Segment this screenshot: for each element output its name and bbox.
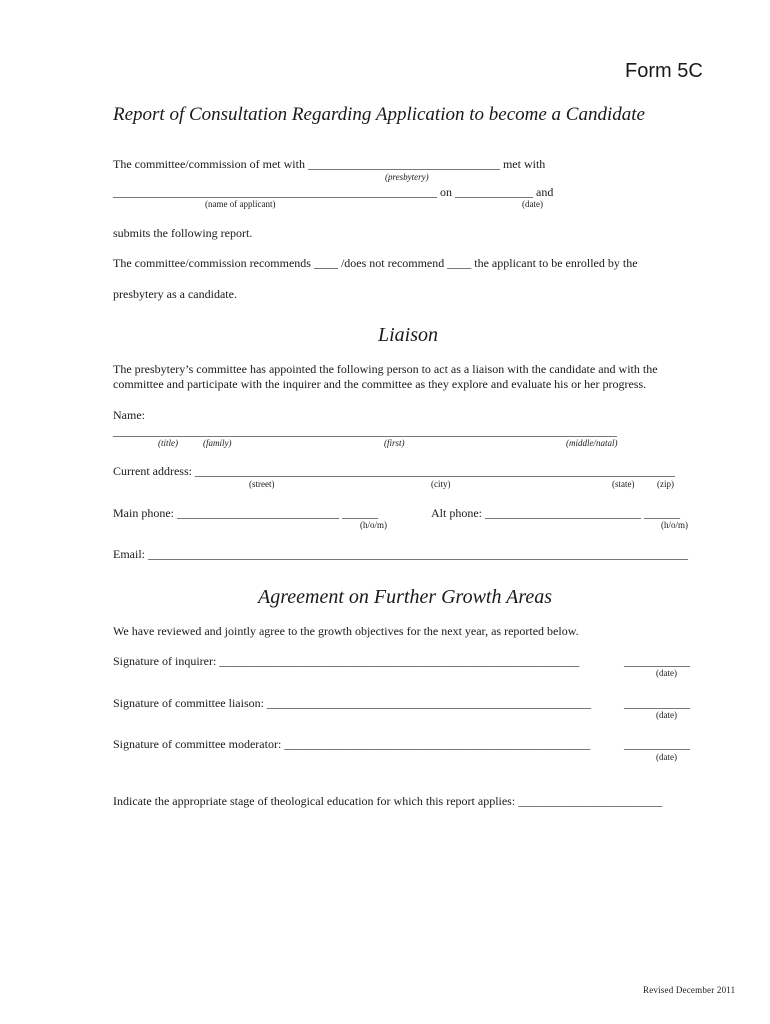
- zip-caption: (zip): [657, 479, 674, 489]
- consultation-line-1: The committee/commission of met with ________________________________ met with: [113, 157, 546, 171]
- signature-moderator-date-line: ___________: [624, 737, 690, 751]
- first-caption: (first): [384, 438, 405, 448]
- stage-line: Indicate the appropriate stage of theological education for which this report applies: ________________________: [113, 794, 663, 808]
- liaison-paragraph: The presbytery’s committee has appointed the following person to act as a liaison with the candidate and with the committee and participate with the inquirer and the committee as they explore and evaluate his or her progress.: [113, 362, 658, 391]
- main-phone-line: Main phone: ___________________________ ______: [113, 506, 378, 520]
- main-phone-caption: (h/o/m): [360, 520, 387, 530]
- presbytery-caption: (presbytery): [385, 172, 429, 182]
- signature-moderator-line: Signature of committee moderator: ___________________________________________________: [113, 737, 591, 751]
- consultation-line-2: ______________________________________________________ on _____________ and: [113, 185, 554, 199]
- agreement-intro: We have reviewed and jointly agree to the growth objectives for the next year, as reported below.: [113, 624, 579, 638]
- liaison-heading: Liaison: [378, 324, 439, 346]
- alt-phone-line: Alt phone: __________________________ ______: [431, 506, 680, 520]
- recommend-line: The committee/commission recommends ____ /does not recommend ____ the applicant to be enrolled by the: [113, 256, 638, 270]
- name-label: Name:: [113, 408, 145, 422]
- middle-natal-caption: (middle/natal): [566, 438, 618, 448]
- email-line: Email: __________________________________________________________________________________________: [113, 547, 688, 561]
- family-caption: (family): [203, 438, 232, 448]
- page-title: Report of Consultation Regarding Application to become a Candidate: [113, 104, 645, 125]
- signature-moderator-date-caption: (date): [656, 752, 677, 762]
- address-line: Current address: ________________________________________________________________________________: [113, 464, 675, 478]
- footer-revision: Revised December 2011: [643, 985, 736, 995]
- name-line: ____________________________________________________________________________________: [113, 424, 617, 438]
- agreement-heading: Agreement on Further Growth Areas: [258, 586, 553, 608]
- signature-liaison-date-line: ___________: [624, 696, 690, 710]
- date-caption: (date): [522, 199, 543, 209]
- title-caption: (title): [158, 438, 178, 448]
- street-caption: (street): [249, 479, 275, 489]
- state-caption: (state): [612, 479, 635, 489]
- city-caption: (city): [431, 479, 451, 489]
- alt-phone-caption: (h/o/m): [661, 520, 688, 530]
- signature-inquirer-date-caption: (date): [656, 668, 677, 678]
- form-number: Form 5C: [625, 60, 703, 82]
- signature-inquirer-date-line: ___________: [624, 654, 690, 668]
- signature-liaison-date-caption: (date): [656, 710, 677, 720]
- applicant-caption: (name of applicant): [205, 199, 276, 209]
- signature-liaison-line: Signature of committee liaison: ______________________________________________________: [113, 696, 591, 710]
- candidate-line: presbytery as a candidate.: [113, 287, 237, 301]
- report-line: submits the following report.: [113, 226, 253, 240]
- signature-inquirer-line: Signature of inquirer: ____________________________________________________________: [113, 654, 580, 668]
